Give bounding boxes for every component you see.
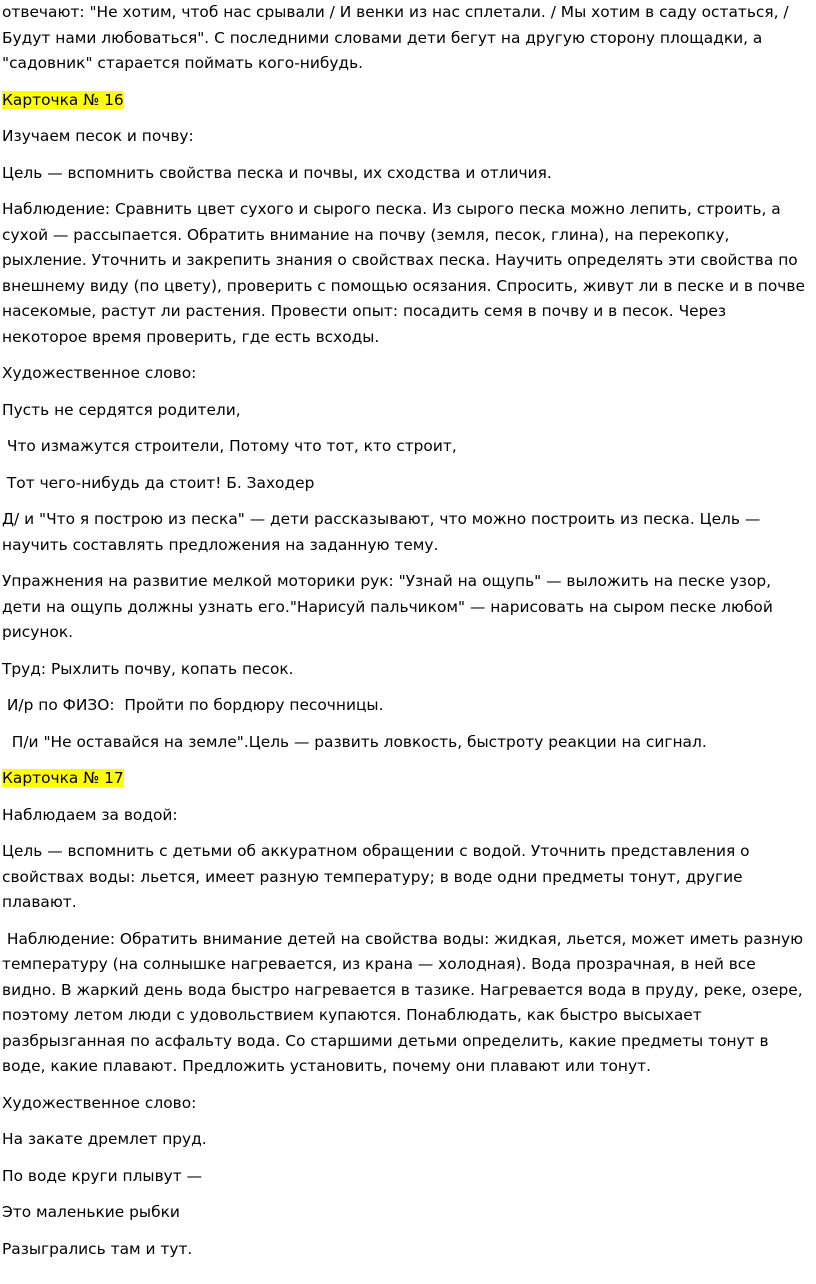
card-heading <box>2 88 810 114</box>
paragraph <box>2 657 810 683</box>
paragraph-text: Наблюдение: Обратить внимание детей на свойства воды: жидкая, льется, может иметь разную температуру (на солнышке нагревается, из крана — холодная). Вода прозрачная, в ней все видно. В жаркий день вода быстро нагревается в тазике. Нагревается вода в пруду, реке, озере, поэтому летом люди с удовольствием купаются. Понаблюдать, как быстро высыхает разбрызганная по асфальту вода. Со старшими детьми определить, какие предметы тонут в воде, какие плавают. Предложить установить, почему они плавают или тонут. <box>2 929 808 1075</box>
card-heading <box>2 766 810 792</box>
paragraph-text: Наблюдаем за водой: <box>2 805 178 824</box>
paragraph <box>2 161 810 187</box>
paragraph <box>2 730 810 756</box>
paragraph <box>2 839 810 916</box>
paragraph <box>2 1237 810 1263</box>
paragraph <box>2 1127 810 1153</box>
paragraph-text: На закате дремлет пруд. <box>2 1130 207 1148</box>
paragraph <box>2 398 810 424</box>
paragraph-text: Художественное слово: <box>2 1093 197 1112</box>
paragraph-text: Цель — вспомнить свойства песка и почвы, их сходства и отличия. <box>2 163 552 182</box>
paragraph-text: Художественное слово: <box>2 364 197 382</box>
paragraph-text: И/р по ФИЗО: Пройти по бордюру песочницы. <box>2 696 384 714</box>
paragraph-text: Наблюдение: Сравнить цвет сухого и сырого песка. Из сырого песка можно лепить, строить, а сухой — рассыпается. Обратить внимание на почву (земля, песок, глина), на перекопку, рыхление. Уточнить и закрепить знания о свойствах песка. Научить определять эти свойства по внешнему виду (по цвету), проверить с помощью осязания. Спросить, живут ли в песке и в почве насекомые, растут ли растения. Провести опыт: посадить семя в почву и в песок. Через некоторое время проверить, где есть всходы. <box>2 200 810 346</box>
paragraph-text: Труд: Рыхлить почву, копать песок. <box>2 659 294 678</box>
paragraph-text: Д/ и "Что я построю из песка" — дети рассказывают, что можно построить из песка. Цель — научить составлять предложения на заданную тему. <box>2 510 766 554</box>
paragraph <box>2 361 810 387</box>
card-heading-text: Карточка № 16 <box>2 90 124 109</box>
paragraph-text: По воде круги плывут — <box>2 1166 203 1185</box>
paragraph <box>2 927 810 1080</box>
paragraph-text: Пусть не сердятся родители, <box>2 400 241 419</box>
paragraph-text: Цель — вспомнить с детьми об аккуратном обращении с водой. Уточнить представления о свойствах воды: льется, имеет разную температуру; в воде одни предметы тонут, другие плавают. <box>2 842 755 911</box>
paragraph <box>2 693 810 719</box>
paragraph <box>2 434 810 460</box>
paragraph <box>2 471 810 497</box>
paragraph-text: Изучаем песок и почву: <box>2 127 194 145</box>
paragraph <box>2 803 810 829</box>
paragraph <box>2 1164 810 1190</box>
paragraph-text: П/и "Не оставайся на земле".Цель — развить ловкость, быстроту реакции на сигнал. <box>2 732 707 751</box>
paragraph-text: Это маленькие рыбки <box>2 1203 180 1221</box>
paragraph <box>2 569 810 646</box>
paragraph <box>2 197 810 350</box>
paragraph <box>2 124 810 150</box>
paragraph-text: Тот чего-нибудь да стоит! Б. Заходер <box>2 473 315 492</box>
paragraph <box>2 1091 810 1117</box>
paragraph <box>2 507 810 558</box>
paragraph-text: отвечают: "Не хотим, чтоб нас срывали / И венки из нас сплетали. / Мы хотим в саду остаться, / Будут нами любоваться". С последними словами дети бегут на другую сторону площадки, а "садовник" старается поймать кого-нибудь. <box>2 3 794 72</box>
card-heading-text: Карточка № 17 <box>2 769 124 787</box>
paragraph <box>2 1200 810 1226</box>
paragraph <box>2 0 810 77</box>
paragraph-text: Упражнения на развитие мелкой моторики рук: "Узнай на ощупь" — выложить на песке узор, дети на ощупь должны узнать его."Нарисуй пальчиком" — нарисовать на сыром песке любой рисунок. <box>2 572 778 641</box>
paragraph-text: Что измажутся строители, Потому что тот, кто строит, <box>2 437 457 455</box>
paragraph-text: Разыгрались там и тут. <box>2 1239 193 1258</box>
